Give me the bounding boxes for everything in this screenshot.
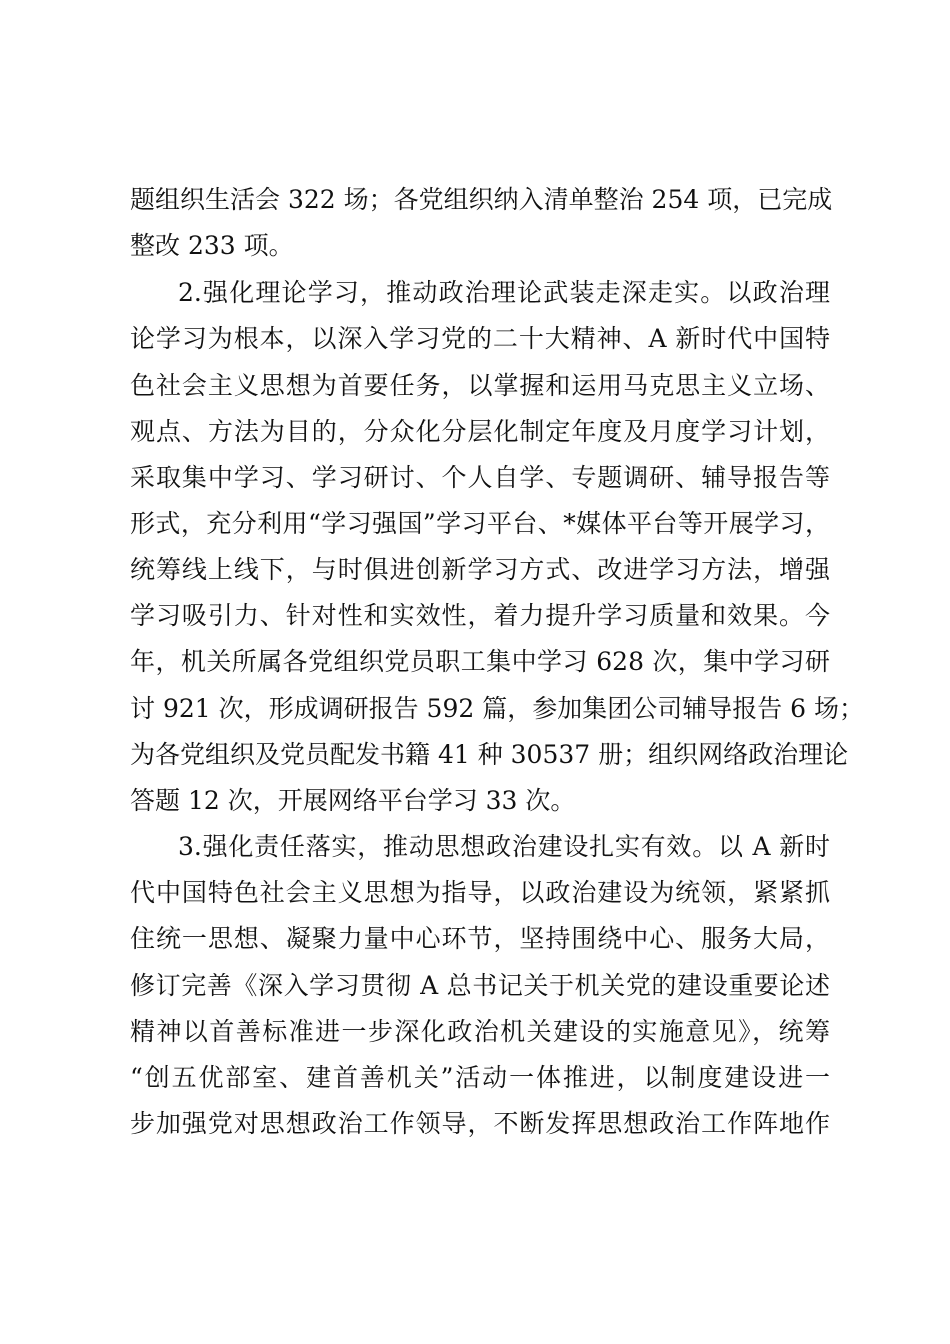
text-line: 整改 233 项。: [130, 231, 294, 260]
text-line: 题组织生活会 322 场；各党组织纳入清单整治 254 项，已完成: [130, 185, 833, 214]
text-line: 学习吸引力、针对性和实效性，着力提升学习质量和效果。今: [130, 601, 830, 630]
text-line: 形式，充分利用“学习强国”学习平台、*媒体平台等开展学习，: [130, 509, 830, 538]
text-line: 讨 921 次，形成调研报告 592 篇，参加集团公司辅导报告 6 场；: [130, 694, 865, 723]
text-line: 论学习为根本，以深入学习党的二十大精神、A 新时代中国特: [130, 324, 830, 353]
text-line: 步加强党对思想政治工作领导，不断发挥思想政治工作阵地作: [130, 1109, 830, 1138]
text-line: 住统一思想、凝聚力量中心环节，坚持围绕中心、服务大局，: [130, 924, 830, 953]
text-line: 观点、方法为目的，分众化分层化制定年度及月度学习计划，: [130, 417, 830, 446]
paragraph-heading-line: 2.强化理论学习，推动政治理论武装走深走实。以政治理: [178, 278, 830, 307]
text-line: 为各党组织及党员配发书籍 41 种 30537 册；组织网络政治理论: [130, 740, 849, 769]
text-line: 答题 12 次，开展网络平台学习 33 次。: [130, 786, 576, 815]
text-line: 色社会主义思想为首要任务，以掌握和运用马克思主义立场、: [130, 371, 830, 400]
paragraph-heading-line: 3.强化责任落实，推动思想政治建设扎实有效。以 A 新时: [178, 832, 830, 861]
text-line: 采取集中学习、学习研讨、个人自学、专题调研、辅导报告等: [130, 463, 830, 492]
text-line: 修订完善《深入学习贯彻 A 总书记关于机关党的建设重要论述: [130, 971, 830, 1000]
text-line: 代中国特色社会主义思想为指导，以政治建设为统领，紧紧抓: [130, 878, 830, 907]
text-line: “创五优部室、建首善机关”活动一体推进，以制度建设进一: [130, 1063, 830, 1092]
text-line: 统筹线上线下，与时俱进创新学习方式、改进学习方法，增强: [130, 555, 830, 584]
text-line: 精神以首善标准进一步深化政治机关建设的实施意见》，统筹: [130, 1017, 830, 1046]
text-line: 年，机关所属各党组织党员职工集中学习 628 次，集中学习研: [130, 647, 830, 676]
